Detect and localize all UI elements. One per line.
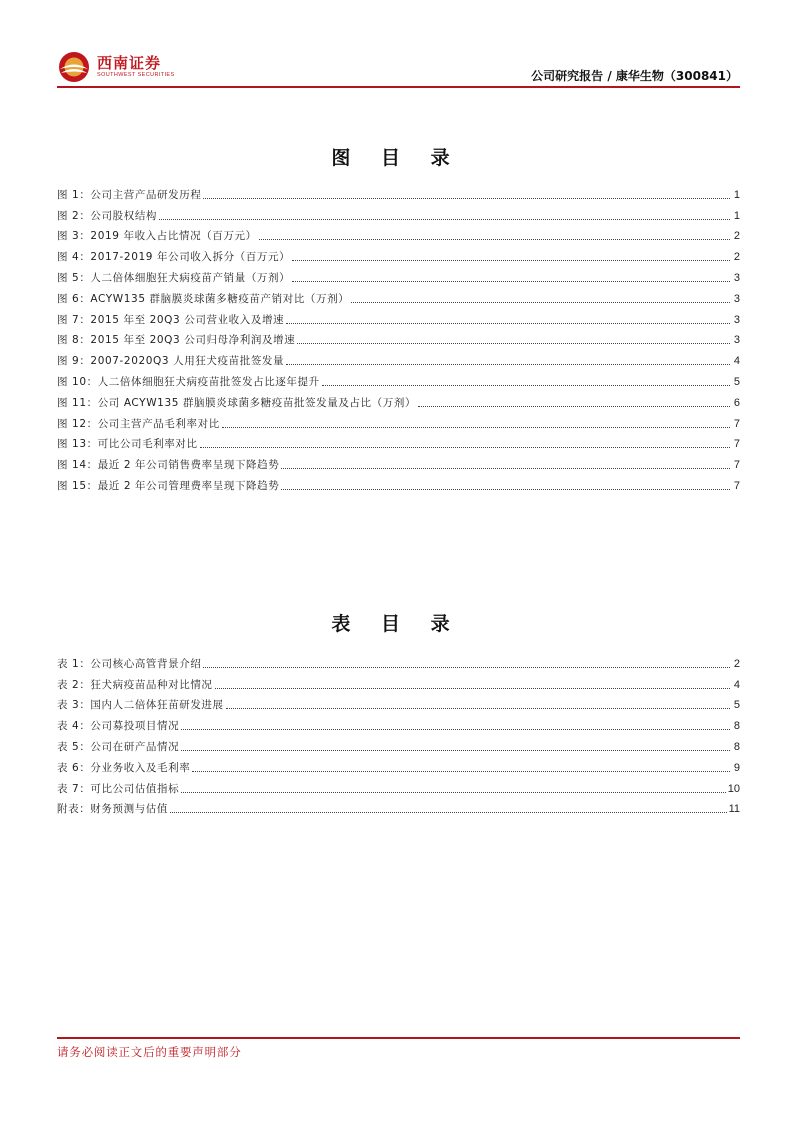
tables-index-title: 表 目 录 [331,613,462,635]
figure-entry-page-number: 3 [733,292,740,305]
table-entry-page-number: 8 [733,720,740,733]
dot-leader [181,792,726,793]
dot-leader [170,812,727,813]
dot-leader [281,489,730,490]
figure-entry[interactable] [57,347,740,368]
table-entry[interactable] [57,712,740,733]
figure-entry-page-number: 5 [733,375,740,388]
table-entry-label: 表 6：分业务收入及毛利率 [57,761,191,774]
figure-entry[interactable] [57,389,740,410]
table-entry-label: 附表：财务预测与估值 [57,803,168,816]
dot-leader [222,427,730,428]
logo-english-name: SOUTHWEST SECURITIES [97,72,175,78]
table-entry[interactable] [57,671,740,692]
table-entry-page-number: 4 [733,678,740,691]
table-entry[interactable] [57,692,740,713]
header-divider [57,86,740,88]
footer-disclaimer: 请务必阅读正文后的重要声明部分 [57,1045,242,1059]
figure-entry-page-number: 3 [733,334,740,347]
figure-entry[interactable] [57,264,740,285]
figure-entry-label: 图 15：最近 2 年公司管理费率呈现下降趋势 [57,479,280,492]
dot-leader [159,219,730,220]
figure-entry-page-number: 2 [733,251,740,264]
figure-entry-label: 图 6：ACYW135 群脑膜炎球菌多糖疫苗产销对比（万剂） [57,292,350,305]
figure-entry-label: 图 13：可比公司毛利率对比 [57,438,198,451]
table-entry-page-number: 9 [733,761,740,774]
page-header [57,42,740,90]
figure-entry-page-number: 7 [733,459,740,472]
table-entry-label: 表 5：公司在研产品情况 [57,740,180,753]
figure-entry-page-number: 2 [733,230,740,243]
figure-entry-page-number: 3 [733,313,740,326]
dot-leader [297,343,730,344]
figure-entry-page-number: 7 [733,417,740,430]
figure-entry[interactable] [57,451,740,472]
figure-entry-label: 图 7：2015 年至 20Q3 公司营业收入及增速 [57,313,285,326]
figure-entry-page-number: 1 [733,209,740,222]
figure-entry[interactable] [57,223,740,244]
report-label: 公司研究报告 / 康华生物（300841） [531,69,738,83]
dot-leader [351,302,730,303]
figure-entry[interactable] [57,243,740,264]
tables-index-list [57,650,740,816]
figure-entry-label: 图 3：2019 年收入占比情况（百万元） [57,230,257,243]
figure-entry-page-number: 3 [733,271,740,284]
table-entry-label: 表 7：可比公司估值指标 [57,782,180,795]
dot-leader [418,406,730,407]
figure-entry[interactable] [57,181,740,202]
figure-entry-label: 图 12：公司主营产品毛利率对比 [57,417,220,430]
figure-entry-page-number: 7 [733,479,740,492]
figure-entry-label: 图 14：最近 2 年公司销售费率呈现下降趋势 [57,459,280,472]
figure-entry[interactable] [57,327,740,348]
table-entry-page-number: 5 [733,699,740,712]
figure-entry-label: 图 4：2017-2019 年公司收入拆分（百万元） [57,251,291,264]
figure-entry-page-number: 7 [733,438,740,451]
footer-divider [57,1037,740,1039]
dot-leader [286,323,730,324]
table-entry-label: 表 1：公司核心高管背景介绍 [57,657,202,670]
figure-entry[interactable] [57,368,740,389]
table-entry-page-number: 11 [728,803,740,816]
dot-leader [203,198,730,199]
dot-leader [226,708,730,709]
figure-entry-label: 图 9：2007-2020Q3 人用狂犬疫苗批签发量 [57,355,285,368]
table-entry-label: 表 4：公司募投项目情况 [57,720,180,733]
dot-leader [215,688,730,689]
figure-entry[interactable] [57,285,740,306]
figure-entry[interactable] [57,410,740,431]
figure-entry-label: 图 5：人二倍体细胞狂犬病疫苗产销量（万剂） [57,271,291,284]
figure-entry-page-number: 6 [733,396,740,409]
figure-entry-label: 图 11：公司 ACYW135 群脑膜炎球菌多糖疫苗批签发量及占比（万剂） [57,396,417,409]
logo-mark-icon [57,50,91,84]
figure-entry-page-number: 1 [733,188,740,201]
dot-leader [322,385,730,386]
table-entry[interactable] [57,754,740,775]
logo-chinese-name: 西南证券 [97,54,162,72]
table-entry-page-number: 8 [733,740,740,753]
dot-leader [203,667,730,668]
figure-entry[interactable] [57,306,740,327]
figures-index-list [57,181,740,493]
figure-entry-label: 图 10：人二倍体细胞狂犬病疫苗批签发占比逐年提升 [57,375,320,388]
table-entry-label: 表 2：狂犬病疫苗品种对比情况 [57,678,213,691]
figure-entry-label: 图 1：公司主营产品研发历程 [57,188,202,201]
figure-entry-label: 图 2：公司股权结构 [57,209,158,222]
figure-entry[interactable] [57,431,740,452]
dot-leader [192,771,730,772]
dot-leader [200,447,730,448]
table-entry[interactable] [57,650,740,671]
figure-entry-page-number: 4 [733,355,740,368]
dot-leader [181,750,730,751]
figure-entry[interactable] [57,202,740,223]
dot-leader [286,364,730,365]
dot-leader [281,468,730,469]
company-logo [57,50,197,84]
table-entry[interactable] [57,775,740,796]
dot-leader [292,281,730,282]
figure-entry-label: 图 8：2015 年至 20Q3 公司归母净利润及增速 [57,334,296,347]
dot-leader [292,260,730,261]
table-entry-page-number: 2 [733,657,740,670]
dot-leader [259,239,730,240]
figure-entry[interactable] [57,472,740,493]
table-entry[interactable] [57,796,740,817]
table-entry[interactable] [57,733,740,754]
table-entry-page-number: 10 [727,782,740,795]
table-entry-label: 表 3：国内人二倍体狂苗研发进展 [57,699,224,712]
figures-index-title: 图 目 录 [331,147,462,169]
dot-leader [181,729,730,730]
